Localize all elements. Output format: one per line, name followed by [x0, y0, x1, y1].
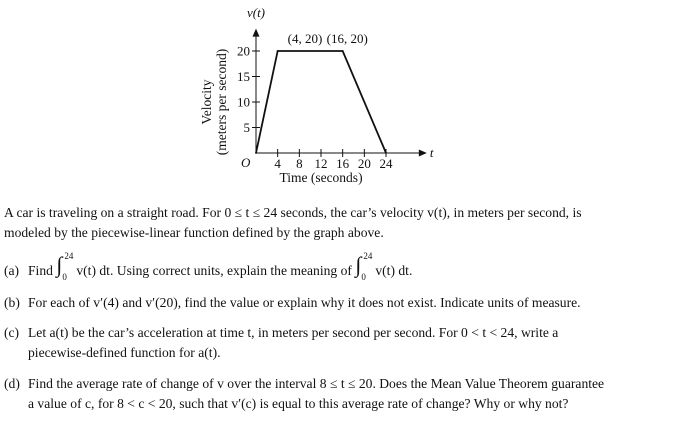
velocity-series-line: [256, 51, 386, 153]
velocity-data-point: [342, 50, 344, 52]
annotation-point-4-20: (4, 20): [287, 31, 323, 46]
question-c-line-2: piecewise-defined function for a(t).: [28, 345, 221, 360]
velocity-data-point: [385, 152, 387, 154]
integral-2-lower-limit: 0: [361, 272, 366, 282]
question-b-label: (b): [4, 295, 20, 310]
question-a-text-1: Find: [28, 263, 53, 278]
question-a-label: (a): [4, 263, 20, 278]
question-c-label: (c): [4, 325, 20, 340]
integral-2: [355, 251, 373, 282]
integral-2-upper-limit: 24: [363, 251, 373, 261]
x-tick-label: 4: [274, 156, 281, 171]
graph-axes: [253, 29, 427, 157]
question-b: [4, 293, 668, 313]
integral-1-symbol: ∫: [56, 252, 63, 277]
intro-paragraph: [4, 203, 670, 243]
question-c: [4, 323, 668, 363]
velocity-data-point: [255, 152, 257, 154]
integral-1-upper-limit: 24: [64, 251, 74, 261]
y-axis-title-line-1: Velocity: [199, 79, 214, 125]
graph-series: [255, 50, 387, 154]
question-a-text-2: Using correct units, explain the meaning of: [116, 263, 352, 278]
x-axis-title: Time (seconds): [279, 170, 363, 185]
x-tick-label: 24: [379, 156, 393, 171]
question-d-line-2: a value of c, for 8 < c < 20, such that v′(c) is equal to this average rate of change? Why or why not?: [28, 396, 569, 411]
x-tick-label: 16: [336, 156, 350, 171]
y-tick-label: 20: [237, 43, 250, 59]
graph-ticks: [237, 44, 393, 172]
integral-2-symbol: ∫: [355, 252, 362, 277]
integral-1: [56, 251, 74, 282]
integral-1-expression: v(t) dt.: [76, 263, 114, 278]
y-tick-label: 5: [243, 120, 250, 135]
x-axis-variable-label: t: [429, 145, 434, 160]
y-axis-function-label: v(t): [246, 5, 266, 20]
question-c-line-1: Let a(t) be the car’s acceleration at time t, in meters per second per second. For 0 < t < 24, write a: [28, 325, 559, 340]
y-axis-title-line-2: (meters per second): [214, 48, 229, 156]
question-a: [4, 251, 668, 282]
velocity-graph: [0, 0, 674, 200]
y-axis-arrow: [253, 29, 260, 37]
x-tick-label: 20: [357, 156, 371, 171]
question-d-line-1: Find the average rate of change of v over the interval 8 ≤ t ≤ 20. Does the Mean Value Theorem guarantee: [28, 376, 605, 391]
y-tick-label: 10: [237, 94, 250, 110]
integral-2-expression: v(t) dt.: [375, 263, 413, 278]
question-d-label: (d): [4, 376, 20, 391]
question-b-text: For each of v′(4) and v′(20), find the value or explain why it does not exist. Indicate units of measure.: [28, 295, 581, 310]
annotation-point-16-20: (16, 20): [326, 31, 368, 46]
integral-1-lower-limit: 0: [62, 272, 67, 282]
intro-line-2: modeled by the piecewise-linear function defined by the graph above.: [4, 225, 384, 240]
intro-line-1: A car is traveling on a straight road. For 0 ≤ t ≤ 24 seconds, the car’s velocity v(t), in meters per second, is: [4, 205, 582, 220]
y-tick-label: 15: [237, 69, 250, 84]
x-axis-arrow: [419, 150, 427, 157]
x-tick-label: 8: [296, 156, 303, 171]
x-tick-label: 12: [314, 156, 328, 171]
question-d: [4, 374, 668, 414]
origin-label: O: [241, 155, 251, 170]
velocity-data-point: [277, 50, 279, 52]
